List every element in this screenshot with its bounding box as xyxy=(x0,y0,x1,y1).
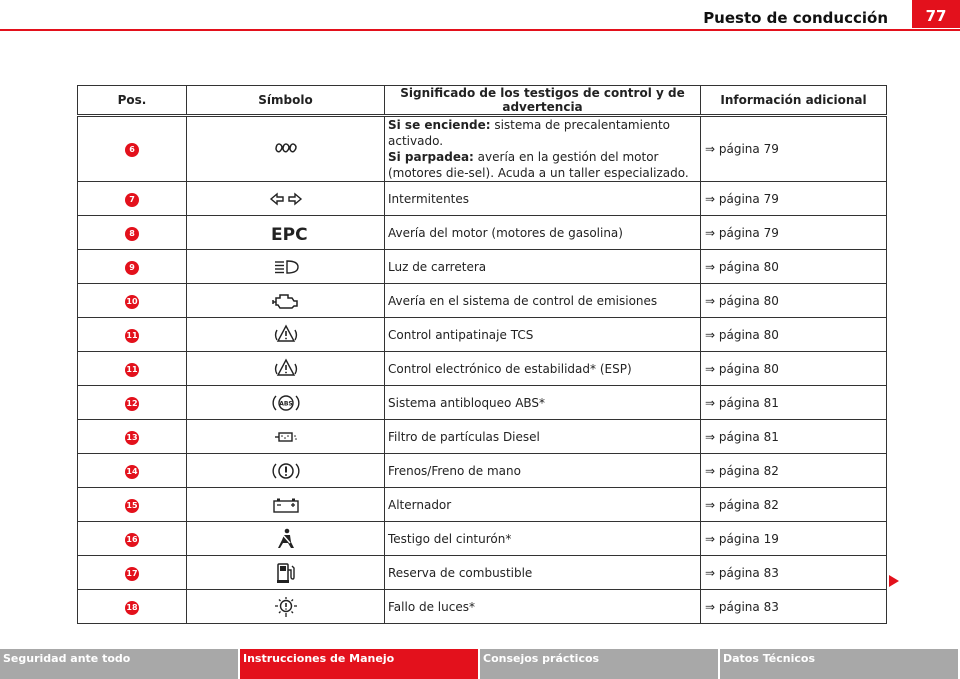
table-row xyxy=(78,386,887,420)
meaning-text: Luz de carretera xyxy=(385,250,701,284)
table-row xyxy=(78,556,887,590)
meaning-label-on: Si se enciende: xyxy=(388,118,491,132)
battery-icon xyxy=(272,497,300,511)
position-badge: 10 xyxy=(125,295,139,309)
column-header-pos: Pos. xyxy=(78,86,187,116)
svg-text:EPC: EPC xyxy=(270,224,308,245)
page-reference: ⇒ página 79 xyxy=(701,216,887,250)
page-reference: ⇒ página 80 xyxy=(701,318,887,352)
meaning-text: Intermitentes xyxy=(385,182,701,216)
page-reference: ⇒ página 80 xyxy=(701,352,887,386)
table-row xyxy=(78,420,887,454)
meaning-text: Fallo de luces* xyxy=(385,590,701,624)
meaning-text: Frenos/Freno de mano xyxy=(385,454,701,488)
page-reference: ⇒ página 81 xyxy=(701,420,887,454)
page-reference: ⇒ página 79 xyxy=(701,182,887,216)
meaning-text: Testigo del cinturón* xyxy=(385,522,701,556)
fuel-icon xyxy=(276,565,296,579)
tab-instrucciones[interactable]: Instrucciones de Manejo xyxy=(240,649,480,679)
table-row xyxy=(78,284,887,318)
page-title: Puesto de conducción xyxy=(703,9,888,27)
page-reference: ⇒ página 83 xyxy=(701,590,887,624)
position-badge: 15 xyxy=(125,499,139,513)
engine-check-icon xyxy=(272,293,300,307)
position-badge: 6 xyxy=(125,143,139,157)
meaning-text: Control antipatinaje TCS xyxy=(385,318,701,352)
esp-icon xyxy=(274,361,298,375)
position-badge: 18 xyxy=(125,601,139,615)
meaning-text: Sistema antibloqueo ABS* xyxy=(385,386,701,420)
next-page-arrow-icon[interactable] xyxy=(889,575,899,587)
position-badge: 8 xyxy=(125,227,139,241)
tab-consejos[interactable]: Consejos prácticos xyxy=(480,649,720,679)
warning-lights-table xyxy=(77,85,887,624)
meaning-text: Alternador xyxy=(385,488,701,522)
page-number: 77 xyxy=(912,0,960,28)
tcs-icon xyxy=(274,327,298,341)
header-rule xyxy=(0,29,960,31)
table-row xyxy=(78,352,887,386)
page-reference: ⇒ página 80 xyxy=(701,284,887,318)
glow-plug-icon xyxy=(275,142,297,156)
diesel-filter-icon xyxy=(274,430,298,444)
table-row xyxy=(78,522,887,556)
meaning-text-on: sistema de precalentamiento activado. xyxy=(388,118,670,148)
column-header-symbol: Símbolo xyxy=(187,86,385,116)
table-row xyxy=(78,216,887,250)
table-row xyxy=(78,250,887,284)
meaning-text: Reserva de combustible xyxy=(385,556,701,590)
tab-seguridad[interactable]: Seguridad ante todo xyxy=(0,649,240,679)
footer-nav xyxy=(0,649,960,679)
abs-icon xyxy=(272,395,300,409)
page-reference: ⇒ página 80 xyxy=(701,250,887,284)
table-row xyxy=(78,182,887,216)
tab-datos[interactable]: Datos Técnicos xyxy=(720,649,960,679)
page-reference: ⇒ página 83 xyxy=(701,556,887,590)
column-header-info: Información adicional xyxy=(701,86,887,116)
meaning-text-blink: avería en la gestión del motor (motores die-sel). Acuda a un taller especializado. xyxy=(388,150,689,180)
page-reference: ⇒ página 19 xyxy=(701,522,887,556)
meaning-text: Filtro de partículas Diesel xyxy=(385,420,701,454)
meaning-text: Avería en el sistema de control de emisiones xyxy=(385,284,701,318)
brake-icon xyxy=(272,463,300,477)
table-header-row xyxy=(78,86,887,116)
bulb-failure-icon xyxy=(273,599,299,613)
position-badge: 16 xyxy=(125,533,139,547)
table-row xyxy=(78,590,887,624)
epc-icon xyxy=(270,224,308,245)
turn-signal-icon xyxy=(270,192,302,206)
meaning-text: Avería del motor (motores de gasolina) xyxy=(385,216,701,250)
position-badge: 12 xyxy=(125,397,139,411)
page-reference: ⇒ página 82 xyxy=(701,488,887,522)
position-badge: 9 xyxy=(125,261,139,275)
position-badge: 17 xyxy=(125,567,139,581)
svg-text:ABS: ABS xyxy=(278,400,293,407)
position-badge: 13 xyxy=(125,431,139,445)
page-reference: ⇒ página 82 xyxy=(701,454,887,488)
position-badge: 11 xyxy=(125,363,139,377)
table-row xyxy=(78,488,887,522)
meaning-label-blink: Si parpadea: xyxy=(388,150,474,164)
table-row xyxy=(78,116,887,182)
meaning-text: Control electrónico de estabilidad* (ESP) xyxy=(385,352,701,386)
table-row xyxy=(78,454,887,488)
column-header-meaning: Significado de los testigos de control y de advertencia xyxy=(385,86,701,116)
table-row xyxy=(78,318,887,352)
position-badge: 11 xyxy=(125,329,139,343)
position-badge: 14 xyxy=(125,465,139,479)
page-reference: ⇒ página 81 xyxy=(701,386,887,420)
seatbelt-icon xyxy=(276,531,296,545)
high-beam-icon xyxy=(273,259,299,273)
page-reference: ⇒ página 79 xyxy=(701,116,887,182)
page-header xyxy=(0,0,960,32)
position-badge: 7 xyxy=(125,193,139,207)
